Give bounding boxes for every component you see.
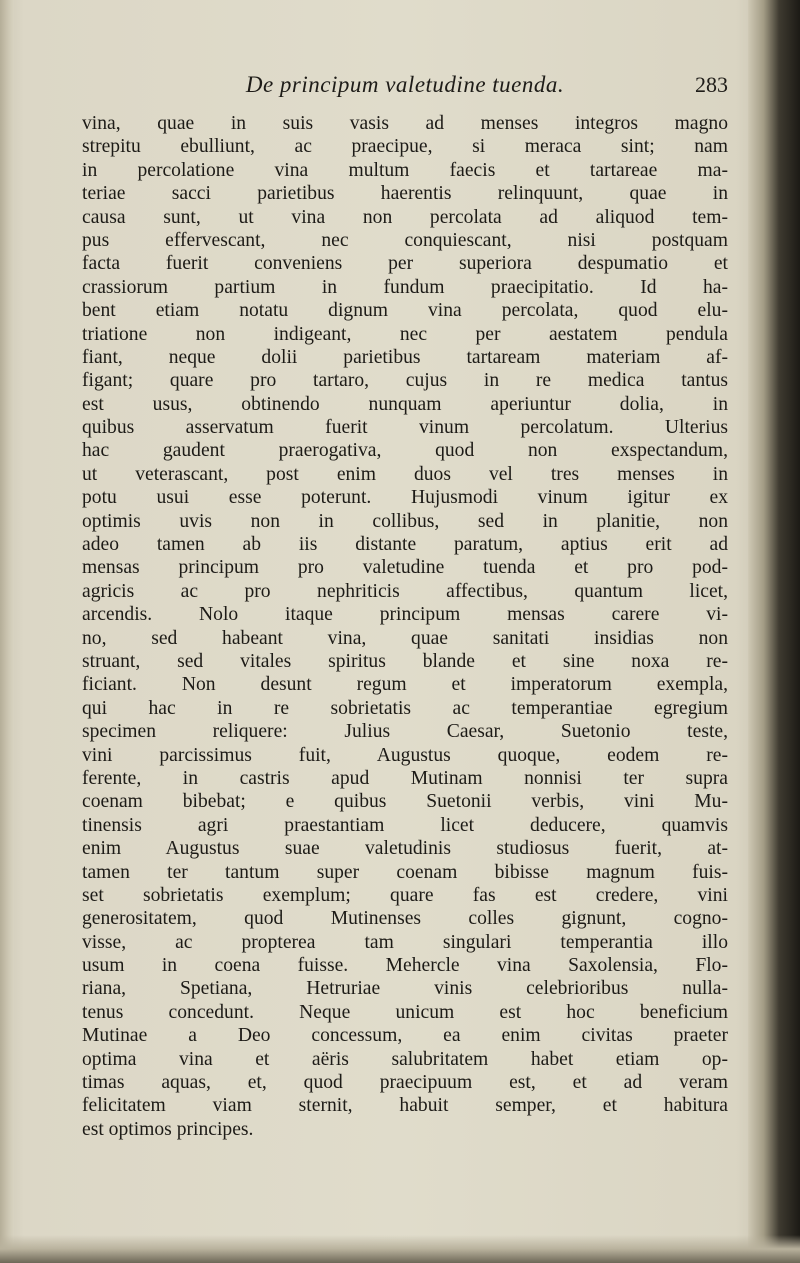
text-line: optimis uvis non in collibus, sed in planitie, non (82, 510, 728, 532)
page-number: 283 (695, 72, 728, 97)
text-line: adeo tamen ab iis distante paratum, aptius erit ad (82, 534, 728, 556)
text-line: Mutinae a Deo concessum, ea enim civitas praeter (82, 1025, 728, 1047)
text-line: ferente, in castris apud Mutinam nonnisi ter supra (82, 767, 728, 789)
text-line: teriae sacci parietibus haerentis relinquunt, quae in (82, 183, 728, 205)
text-line: quibus asservatum fuerit vinum percolatum. Ulterius (82, 417, 728, 439)
text-line: vina, quae in suis vasis ad menses integros magno (82, 113, 728, 134)
text-line: felicitatem viam sternit, habuit semper, et habitura (82, 1095, 728, 1117)
text-line: triatione non indigeant, nec per aestatem pendula (82, 323, 728, 345)
text-line: in percolatione vina multum faecis et tartareae ma- (82, 159, 728, 181)
text-line: enim Augustus suae valetudinis studiosus fuerit, at- (82, 838, 728, 860)
text-line: optima vina et aëris salubritatem habet etiam op- (82, 1048, 728, 1070)
text-line: specimen reliquere: Julius Caesar, Suetonio teste, (82, 721, 728, 743)
text-line: strepitu ebulliunt, ac praecipue, si meraca sint; nam (82, 136, 728, 158)
text-line: struant, sed vitales spiritus blande et sine noxa re- (82, 650, 728, 672)
text-line: tenus concedunt. Neque unicum est hoc beneficium (82, 1001, 728, 1023)
text-line: mensas principum pro valetudine tuenda et pro pod- (82, 557, 728, 579)
text-line: crassiorum partium in fundum praecipitatio. Id ha- (82, 276, 728, 298)
text-line: causa sunt, ut vina non percolata ad aliquod tem- (82, 206, 728, 228)
text-line: visse, ac propterea tam singulari temperantia illo (82, 931, 728, 953)
running-title: De principum valetudine tuenda. (245, 72, 565, 97)
text-line: hac gaudent praerogativa, quod non exspectandum, (82, 440, 728, 462)
body-text (82, 112, 728, 1141)
page-gutter-shadow (0, 0, 14, 1263)
text-line: est usus, obtinendo nunquam aperiuntur dolia, in (82, 393, 728, 415)
page-header (82, 72, 728, 108)
text-line: usum in coena fuisse. Mehercle vina Saxolensia, Flo- (82, 955, 728, 977)
text-line: tinensis agri praestantiam licet deducere, quamvis (82, 814, 728, 836)
text-line: generositatem, quod Mutinenses colles gignunt, cogno- (82, 908, 728, 930)
text-line: vini parcissimus fuit, Augustus quoque, eodem re- (82, 744, 728, 766)
text-line: riana, Spetiana, Hetruriae vinis celebrioribus nulla- (82, 978, 728, 1000)
text-line: bent etiam notatu dignum vina percolata, quod elu- (82, 300, 728, 322)
page-bottom-shadow (0, 1235, 800, 1263)
text-line: tamen ter tantum super coenam bibisse magnum fuis- (82, 861, 728, 883)
text-line: fiant, neque dolii parietibus tartaream materiam af- (82, 346, 728, 368)
text-line: qui hac in re sobrietatis ac temperantiae egregium (82, 697, 728, 719)
text-line: figant; quare pro tartaro, cujus in re medica tantus (82, 370, 728, 392)
text-line: set sobrietatis exemplum; quare fas est credere, vini (82, 884, 728, 906)
text-line: facta fuerit conveniens per superiora despumatio et (82, 253, 728, 275)
text-line: coenam bibebat; e quibus Suetonii verbis, vini Mu- (82, 791, 728, 813)
text-line: ficiant. Non desunt regum et imperatorum exempla, (82, 674, 728, 696)
text-line: agricis ac pro nephriticis affectibus, quantum licet, (82, 580, 728, 602)
page-edge-shadow (748, 0, 800, 1263)
text-line: est optimos principes. (82, 1118, 254, 1140)
text-line: timas aquas, et, quod praecipuum est, et ad veram (82, 1072, 728, 1094)
text-line: ut veterascant, post enim duos vel tres menses in (82, 463, 728, 485)
text-line: pus effervescant, nec conquiescant, nisi postquam (82, 229, 728, 251)
text-line: arcendis. Nolo itaque principum mensas carere vi- (82, 604, 728, 626)
text-line: no, sed habeant vina, quae sanitati insidias non (82, 627, 728, 649)
text-line: potu usui esse poterunt. Hujusmodi vinum igitur ex (82, 487, 728, 509)
